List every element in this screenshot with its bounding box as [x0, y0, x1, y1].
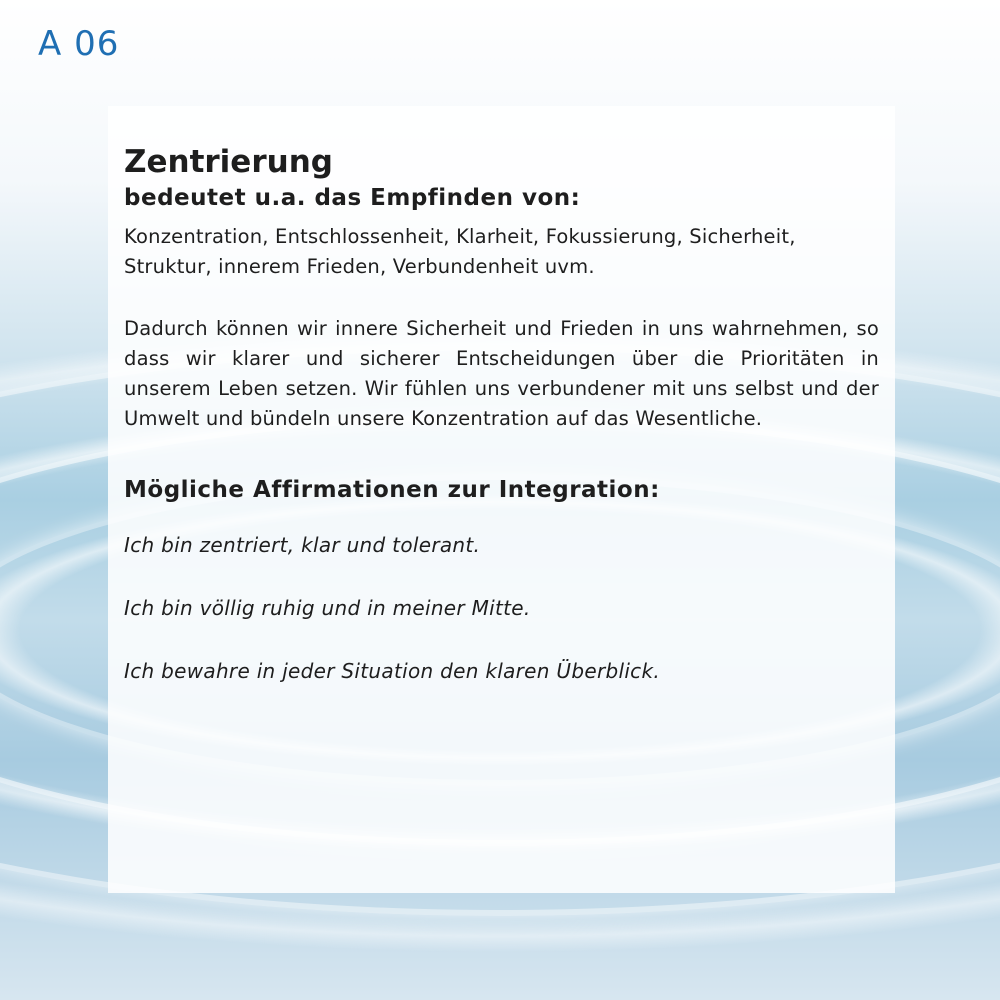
page-title: Zentrierung: [124, 144, 333, 180]
affirmations-list: [124, 530, 879, 686]
page-id: A 06: [38, 24, 120, 64]
affirmation-item: Ich bin völlig ruhig und in meiner Mitte.: [124, 596, 531, 620]
affirmation-item: Ich bewahre in jeder Situation den klaren Überblick.: [124, 659, 661, 683]
content-card: [108, 106, 895, 893]
lead-text: Konzentration, Entschlossenheit, Klarheit, Fokussierung, Sicherheit, Struktur, innerem Frieden, Verbundenheit uvm.: [124, 225, 796, 278]
affirmation-item: Ich bin zentriert, klar und tolerant.: [124, 533, 481, 557]
body-paragraph: Dadurch können wir innere Sicherheit und Frieden in uns wahrnehmen, so dass wir klarer und sicherer Entscheidungen über die Prioritäten in unserem Leben setzen. Wir fühlen uns verbundener mit uns selbst und der Umwelt und bündeln unsere Konzentration auf das Wesentliche.: [124, 317, 879, 430]
affirmations-heading: Mögliche Affirmationen zur Integration:: [124, 477, 660, 503]
subtitle: bedeutet u.a. das Empfinden von:: [124, 185, 581, 211]
